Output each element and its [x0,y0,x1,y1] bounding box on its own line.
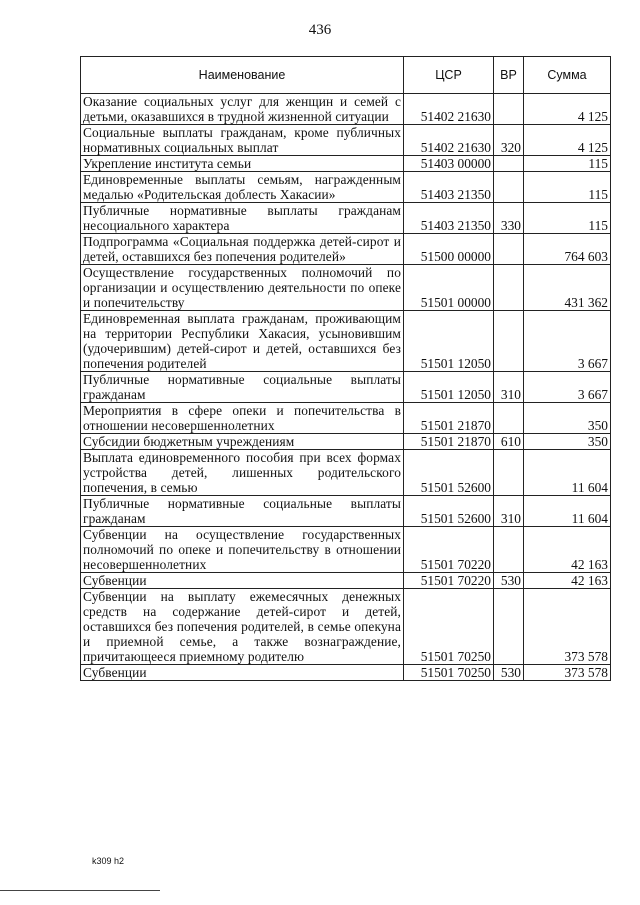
budget-table [80,56,611,681]
header-sum: Сумма [524,57,611,94]
row-sum: 373 578 [524,665,611,681]
row-vr: 530 [494,573,524,589]
row-sum: 4 125 [524,125,611,156]
row-vr: 310 [494,372,524,403]
row-csr: 51501 70250 [404,589,494,665]
row-csr: 51501 52600 [404,450,494,496]
row-sum: 764 603 [524,234,611,265]
page-number: 436 [308,22,332,38]
row-sum: 4 125 [524,94,611,125]
row-sum: 115 [524,203,611,234]
row-sum: 115 [524,156,611,172]
row-name: Мероприятия в сфере опеки и попечительства в отношении несовершеннолетних [81,403,404,434]
header-row [81,57,611,94]
row-name: Публичные нормативные социальные выплаты гражданам [81,372,404,403]
row-sum: 3 667 [524,372,611,403]
row-sum: 11 604 [524,450,611,496]
row-sum: 115 [524,172,611,203]
row-vr: 310 [494,496,524,527]
row-name: Субсидии бюджетным учреждениям [81,434,404,450]
row-name: Публичные нормативные выплаты гражданам несоциального характера [81,203,404,234]
row-csr: 51501 00000 [404,265,494,311]
table-row [81,665,611,681]
row-name: Оказание социальных услуг для женщин и семей с детьми, оказавшихся в трудной жизненной ситуации [81,94,404,125]
row-csr: 51403 21350 [404,203,494,234]
row-vr [494,94,524,125]
row-csr: 51501 70250 [404,665,494,681]
row-vr [494,450,524,496]
row-csr: 51402 21630 [404,94,494,125]
row-name: Единовременные выплаты семьям, награжденным медалью «Родительская доблесть Хакасии» [81,172,404,203]
row-vr [494,156,524,172]
table-row [81,496,611,527]
row-csr: 51403 00000 [404,156,494,172]
row-vr [494,234,524,265]
row-name: Подпрограмма «Социальная поддержка детей-сирот и детей, оставшихся без попечения родителей» [81,234,404,265]
table-row [81,434,611,450]
row-vr [494,265,524,311]
row-csr: 51501 12050 [404,372,494,403]
row-sum: 11 604 [524,496,611,527]
row-vr [494,172,524,203]
header-vr: ВР [494,57,524,94]
header-name: Наименование [81,57,404,94]
row-vr: 320 [494,125,524,156]
row-sum: 3 667 [524,311,611,372]
row-sum: 431 362 [524,265,611,311]
row-sum: 350 [524,434,611,450]
row-name: Публичные нормативные социальные выплаты гражданам [81,496,404,527]
row-vr [494,311,524,372]
table-row [81,265,611,311]
table-row [81,450,611,496]
table-row [81,172,611,203]
table-row [81,234,611,265]
header-csr: ЦСР [404,57,494,94]
row-name: Субвенции на осуществление государственных полномочий по опеке и попечительству в отношении несовершеннолетних [81,527,404,573]
row-vr: 530 [494,665,524,681]
table-row [81,94,611,125]
row-sum: 373 578 [524,589,611,665]
table-row [81,589,611,665]
row-name: Осуществление государственных полномочий по организации и осуществлению деятельности по опеке и попечительству [81,265,404,311]
row-vr: 330 [494,203,524,234]
row-csr: 51500 00000 [404,234,494,265]
row-csr: 51402 21630 [404,125,494,156]
table-row [81,156,611,172]
table-row [81,311,611,372]
row-name: Укрепление института семьи [81,156,404,172]
footer-code: k309 h2 [92,856,125,866]
row-csr: 51403 21350 [404,172,494,203]
row-sum: 42 163 [524,573,611,589]
row-csr: 51501 70220 [404,527,494,573]
page-edge-line [0,890,160,891]
row-vr [494,527,524,573]
row-sum: 42 163 [524,527,611,573]
row-name: Субвенции на выплату ежемесячных денежных средств на содержание детей-сирот и детей, оставшихся без попечения родителей, в семье опекуна и приемной семье, а также вознаграждение, причитающееся приемному родителю [81,589,404,665]
row-csr: 51501 70220 [404,573,494,589]
table-row [81,403,611,434]
row-vr [494,589,524,665]
table-row [81,125,611,156]
row-csr: 51501 21870 [404,434,494,450]
row-csr: 51501 12050 [404,311,494,372]
row-csr: 51501 52600 [404,496,494,527]
row-vr [494,403,524,434]
row-vr: 610 [494,434,524,450]
table-row [81,527,611,573]
row-csr: 51501 21870 [404,403,494,434]
row-name: Социальные выплаты гражданам, кроме публичных нормативных социальных выплат [81,125,404,156]
table-row [81,573,611,589]
table-row [81,372,611,403]
row-name: Единовременная выплата гражданам, проживающим на территории Республики Хакасия, усыновившим (удочерившим) детей-сирот и детей, оставшихся без попечения родителей [81,311,404,372]
table-row [81,203,611,234]
row-sum: 350 [524,403,611,434]
row-name: Выплата единовременного пособия при всех формах устройства детей, лишенных родительского попечения, в семью [81,450,404,496]
row-name: Субвенции [81,573,404,589]
row-name: Субвенции [81,665,404,681]
